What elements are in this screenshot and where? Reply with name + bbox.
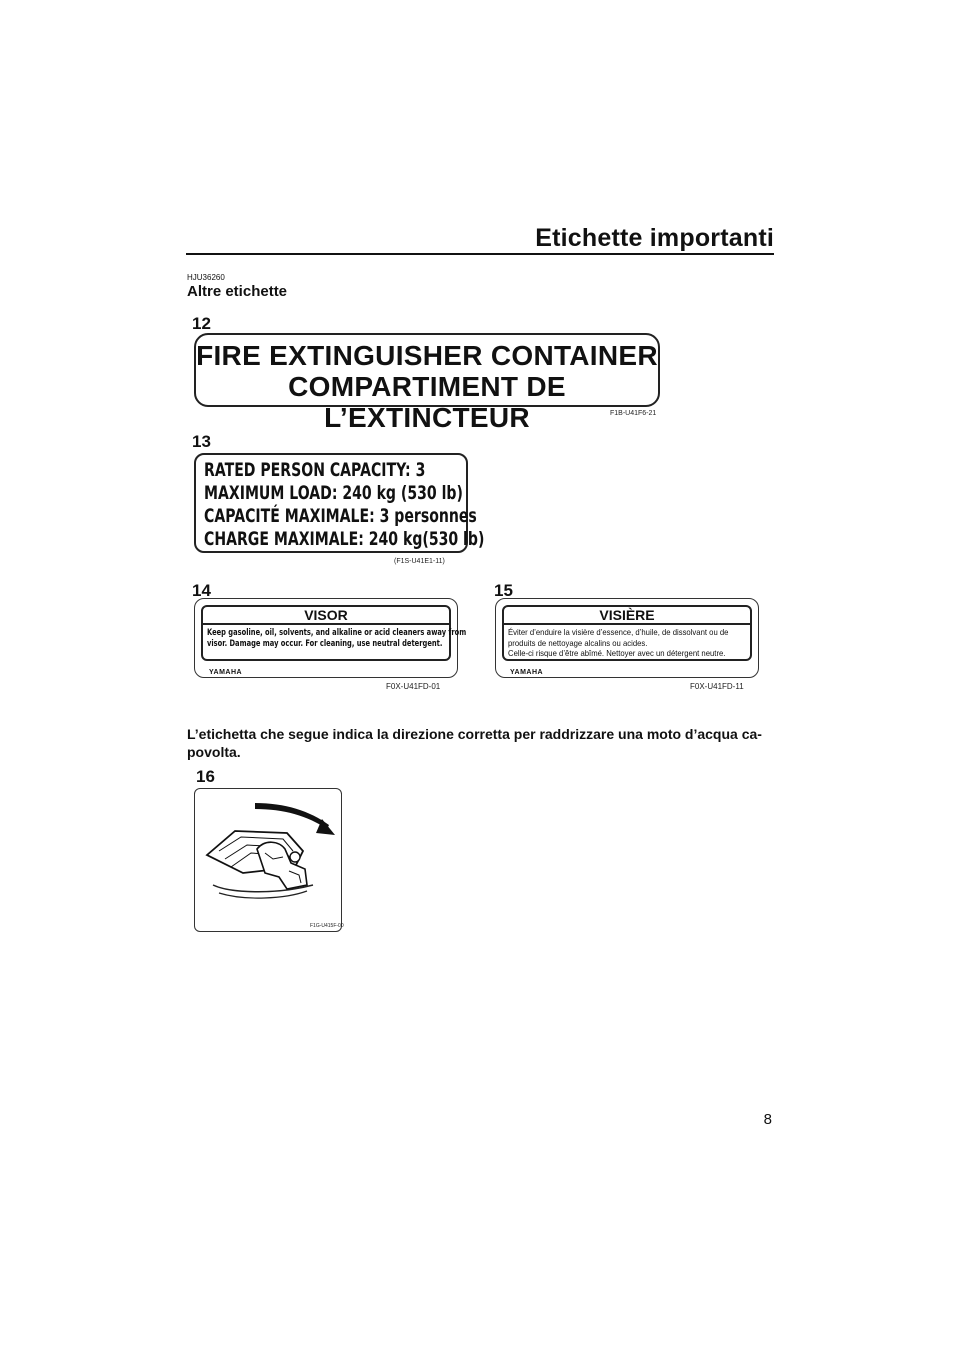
capacity-line-1: RATED PERSON CAPACITY: 3 [204,459,426,481]
section-code: HJU36260 [187,273,225,282]
label-15-number: 15 [494,581,513,600]
label-15-code: F0X-U41FD-11 [690,682,744,691]
label-16-code: F1G-U415F-00 [310,923,344,929]
section-title: Altre etichette [187,283,288,300]
fire-extinguisher-line-2: COMPARTIMENT DE L’EXTINCTEUR [288,371,566,433]
label-13-number: 13 [192,432,211,451]
label-12-number: 12 [192,314,211,333]
fire-extinguisher-line-1: FIRE EXTINGUISHER CONTAINER [196,340,658,371]
rotation-arrow-icon [255,803,329,829]
visiere-heading: VISIÈRE [504,607,750,625]
title-rule [186,253,774,255]
yamaha-brand: YAMAHA [510,669,544,676]
page-number: 8 [763,1111,772,1128]
visiere-text-line-2: produits de nettoyage alcalins ou acides. [508,637,648,648]
label-14-number: 14 [192,581,211,600]
label-16-number: 16 [196,767,215,786]
righting-direction-label [194,788,342,932]
visor-label-fr [495,598,759,678]
visor-text [203,625,467,650]
righting-instruction-text: L’etichetta che segue indica la direzione corretta per raddrizzare una moto d’acqua ca-povolta. [187,726,762,760]
capacity-line-4: CHARGE MAXIMALE: 240 kg(530 lb) [204,528,485,550]
label-12-code: F1B-U41F6-21 [610,410,657,417]
label-14-code: F0X-U41FD-01 [386,682,441,691]
visiere-text [504,625,750,659]
capacity-line-3: CAPACITÉ MAXIMALE: 3 personnes [204,505,477,527]
capacity-line-2: MAXIMUM LOAD: 240 kg (530 lb) [204,482,463,504]
capacity-label [194,453,485,553]
yamaha-brand: YAMAHA [209,669,243,676]
label-13-code: (F1S-U41E1-11) [394,558,445,565]
visor-label-en [194,598,467,678]
visiere-text-line-3: Celle-ci risque d’être abîmé. Nettoyer avec un détergent neutre. [508,648,726,658]
visor-text-line-1: Keep gasoline, oil, solvents, and alkaline or acid cleaners away from [207,628,467,638]
visor-label-fr-panel [502,605,752,661]
page-title: Etichette importanti [535,224,774,252]
capsized-watercraft-illustration [195,789,341,931]
visor-label-en-panel [201,605,467,661]
visor-heading: VISOR [203,607,449,625]
visor-text-line-2: visor. Damage may occur. For cleaning, use neutral detergent. [207,639,443,649]
visiere-text-line-1: Éviter d’enduire la visière d’essence, d’huile, de dissolvant ou de [508,627,729,637]
